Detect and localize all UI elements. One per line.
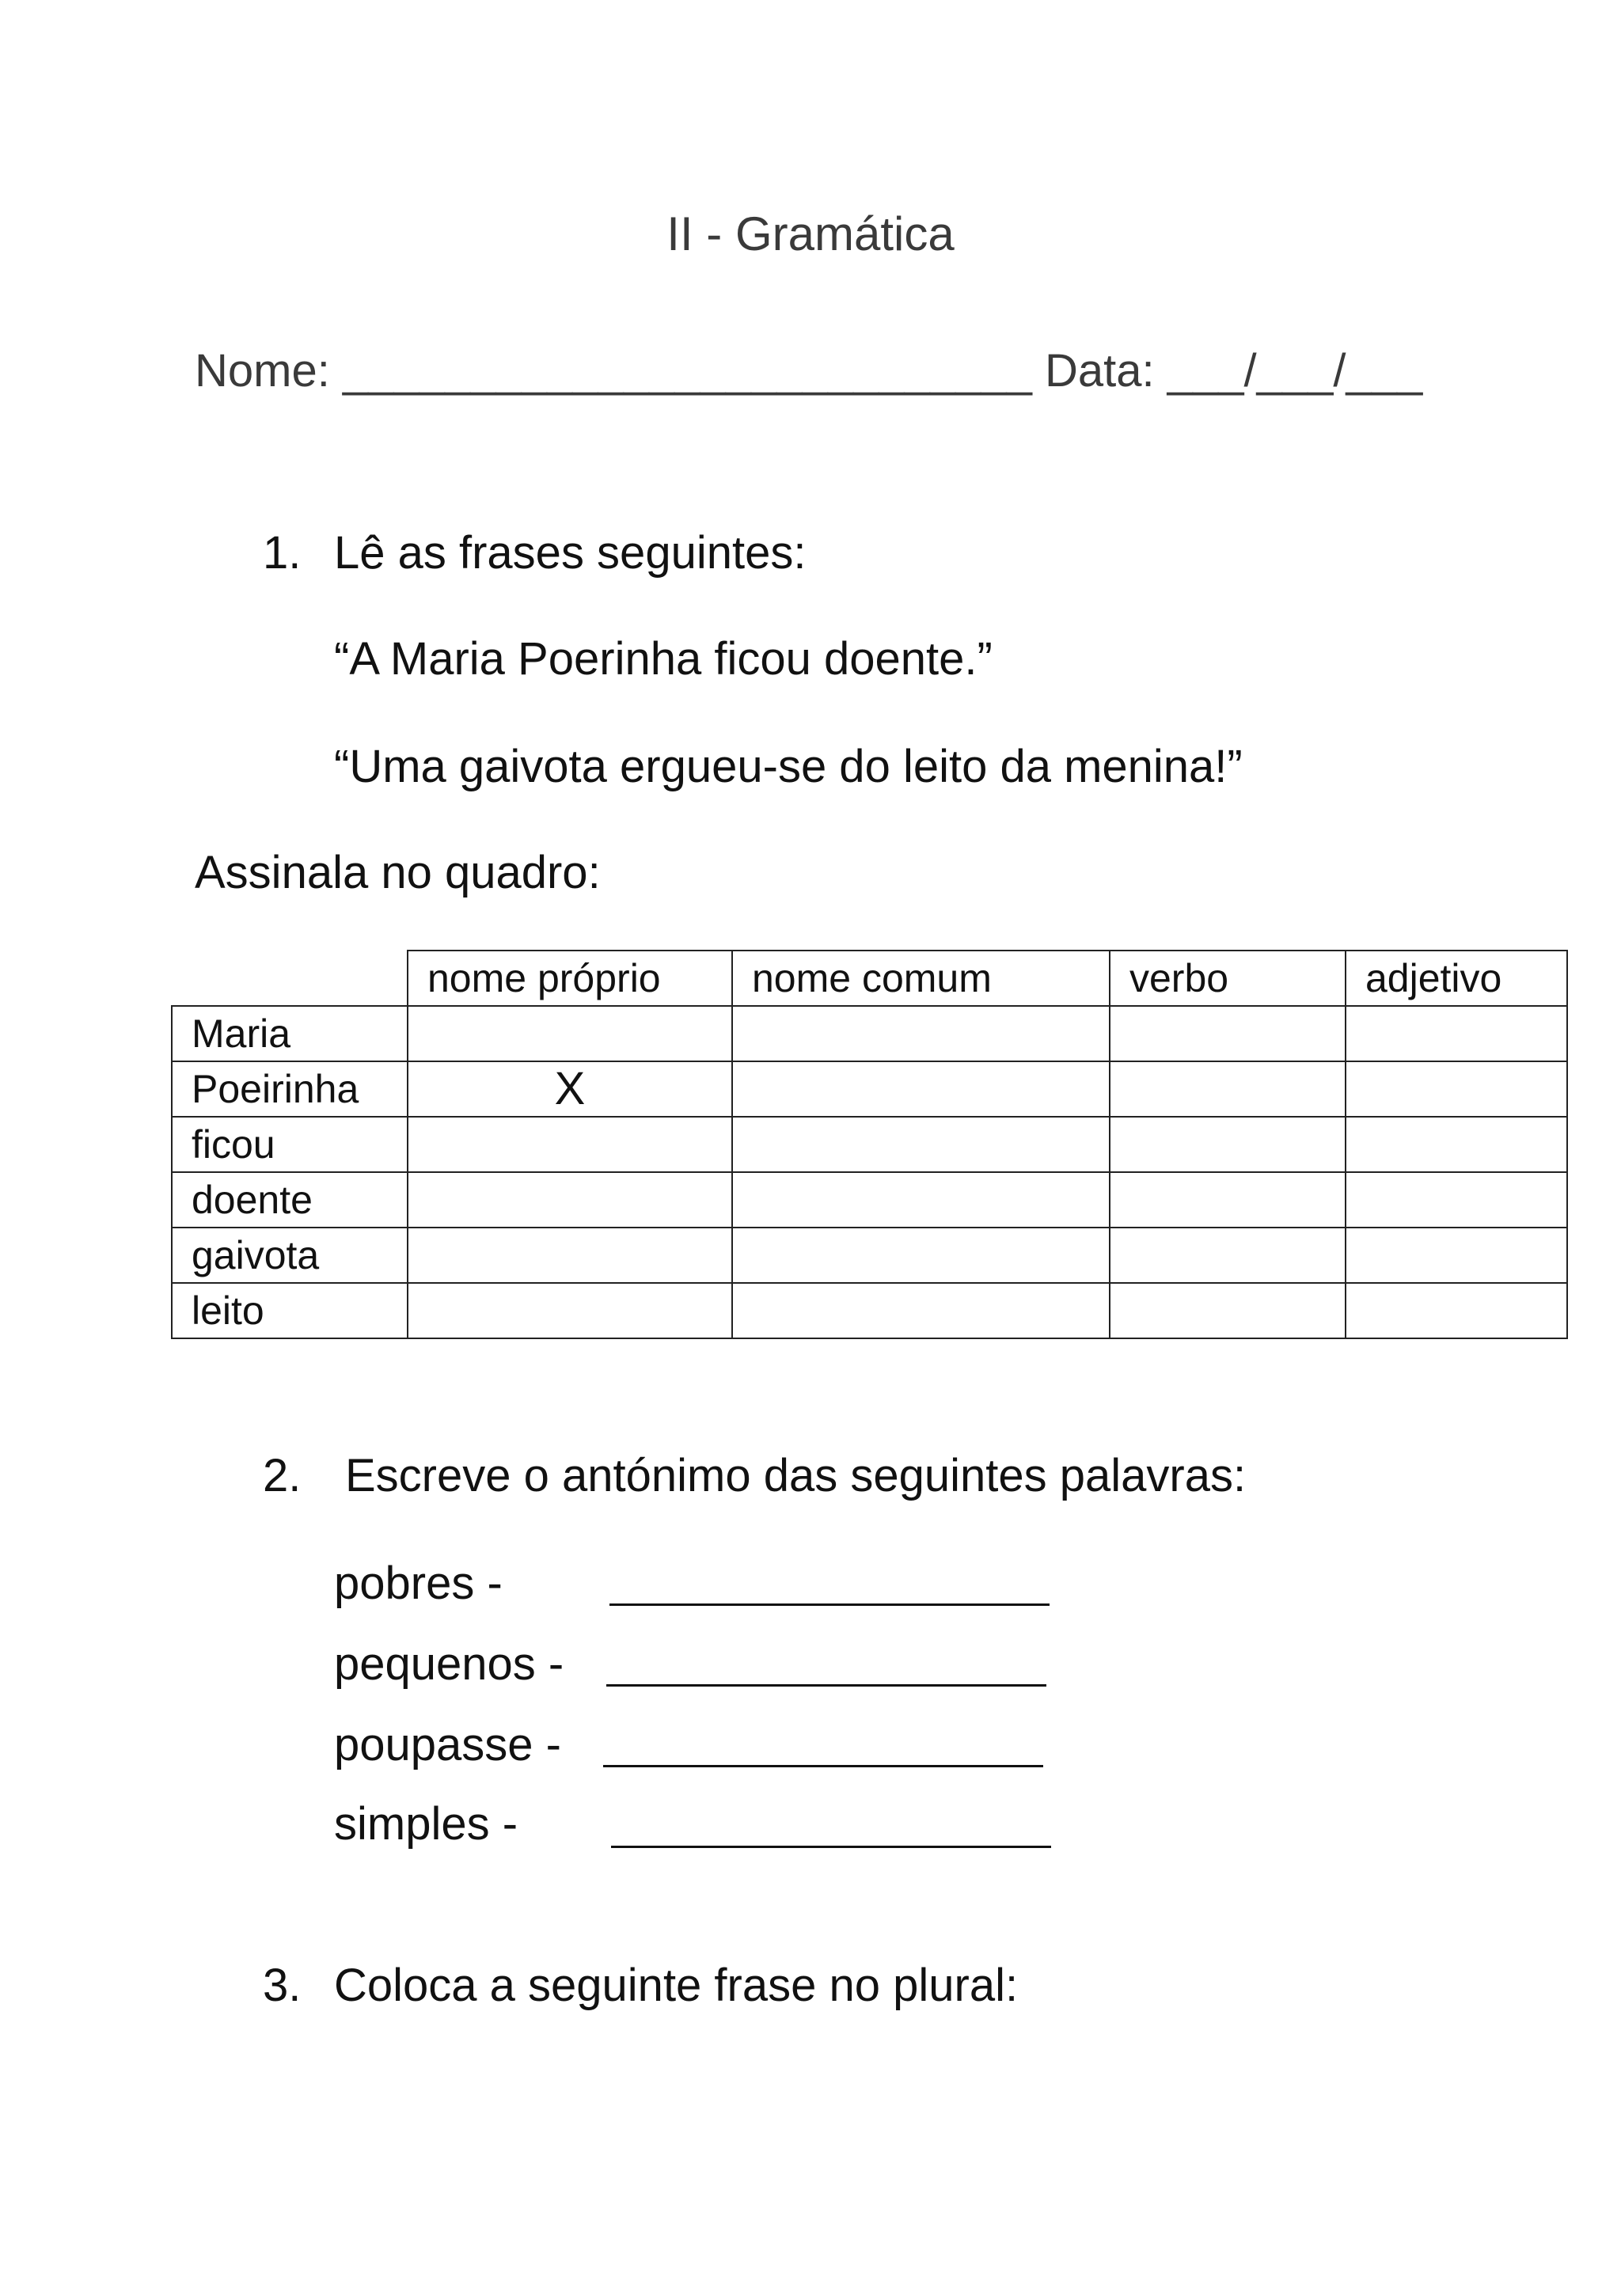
question-1-prompt: Lê as frases seguintes: <box>334 527 807 579</box>
row-label-maria: Maria <box>172 1006 408 1061</box>
row-label-leito: leito <box>172 1283 408 1338</box>
table-corner <box>172 951 408 1006</box>
question-3-number: 3. <box>263 1960 302 2011</box>
table-cell[interactable] <box>732 1228 1110 1283</box>
table-cell[interactable] <box>1110 1006 1346 1061</box>
table-cell-checked[interactable]: X <box>408 1061 732 1117</box>
name-date-line: Nome: ___________________________ Data: ___/___/___ <box>195 345 1423 397</box>
table-row <box>172 1117 1567 1172</box>
table-cell[interactable] <box>408 1172 732 1228</box>
table-cell[interactable] <box>1346 1283 1567 1338</box>
column-header-nome-proprio: nome próprio <box>408 951 732 1006</box>
page-title: II - Gramática <box>666 207 955 260</box>
table-header-row <box>172 951 1567 1006</box>
antonym-word-simples: simples - <box>334 1798 518 1850</box>
table-row <box>172 1283 1567 1338</box>
row-label-ficou: ficou <box>172 1117 408 1172</box>
antonym-answer-line[interactable] <box>611 1846 1051 1848</box>
table-cell[interactable] <box>408 1117 732 1172</box>
column-header-nome-comum: nome comum <box>732 951 1110 1006</box>
table-cell[interactable] <box>1110 1117 1346 1172</box>
table-row <box>172 1061 1567 1117</box>
table-cell[interactable] <box>1346 1061 1567 1117</box>
question-2-prompt: Escreve o antónimo das seguintes palavras: <box>345 1450 1247 1501</box>
word-classification-table <box>171 950 1568 1339</box>
column-header-verbo: verbo <box>1110 951 1346 1006</box>
sentence-1: “A Maria Poerinha ficou doente.” <box>334 633 993 685</box>
column-header-adjetivo: adjetivo <box>1346 951 1567 1006</box>
table-cell[interactable] <box>732 1283 1110 1338</box>
table-cell[interactable] <box>732 1172 1110 1228</box>
table-cell[interactable] <box>1346 1228 1567 1283</box>
table-cell[interactable] <box>1110 1228 1346 1283</box>
sentence-2: “Uma gaivota ergueu-se do leito da menina!” <box>334 741 1243 792</box>
question-2-number: 2. <box>263 1450 302 1501</box>
antonym-answer-line[interactable] <box>603 1765 1043 1767</box>
table-cell[interactable] <box>408 1283 732 1338</box>
table-cell[interactable] <box>408 1006 732 1061</box>
antonym-word-pequenos: pequenos - <box>334 1638 564 1690</box>
antonym-word-pobres: pobres - <box>334 1558 503 1609</box>
table-cell[interactable] <box>408 1228 732 1283</box>
antonym-word-poupasse: poupasse - <box>334 1719 561 1770</box>
row-label-poeirinha: Poeirinha <box>172 1061 408 1117</box>
antonym-answer-line[interactable] <box>609 1603 1050 1606</box>
question-1-number: 1. <box>263 527 302 579</box>
table-cell[interactable] <box>1110 1172 1346 1228</box>
row-label-gaivota: gaivota <box>172 1228 408 1283</box>
table-row <box>172 1228 1567 1283</box>
table-cell[interactable] <box>732 1006 1110 1061</box>
table-cell[interactable] <box>1110 1061 1346 1117</box>
table-cell[interactable] <box>1346 1172 1567 1228</box>
table-row <box>172 1172 1567 1228</box>
antonym-answer-line[interactable] <box>606 1684 1046 1687</box>
table-cell[interactable] <box>732 1061 1110 1117</box>
table-cell[interactable] <box>1110 1283 1346 1338</box>
table-instruction: Assinala no quadro: <box>195 847 601 898</box>
row-label-doente: doente <box>172 1172 408 1228</box>
table-cell[interactable] <box>1346 1117 1567 1172</box>
question-3-prompt: Coloca a seguinte frase no plural: <box>334 1960 1019 2011</box>
table-row <box>172 1006 1567 1061</box>
table-cell[interactable] <box>1346 1006 1567 1061</box>
table-cell[interactable] <box>732 1117 1110 1172</box>
